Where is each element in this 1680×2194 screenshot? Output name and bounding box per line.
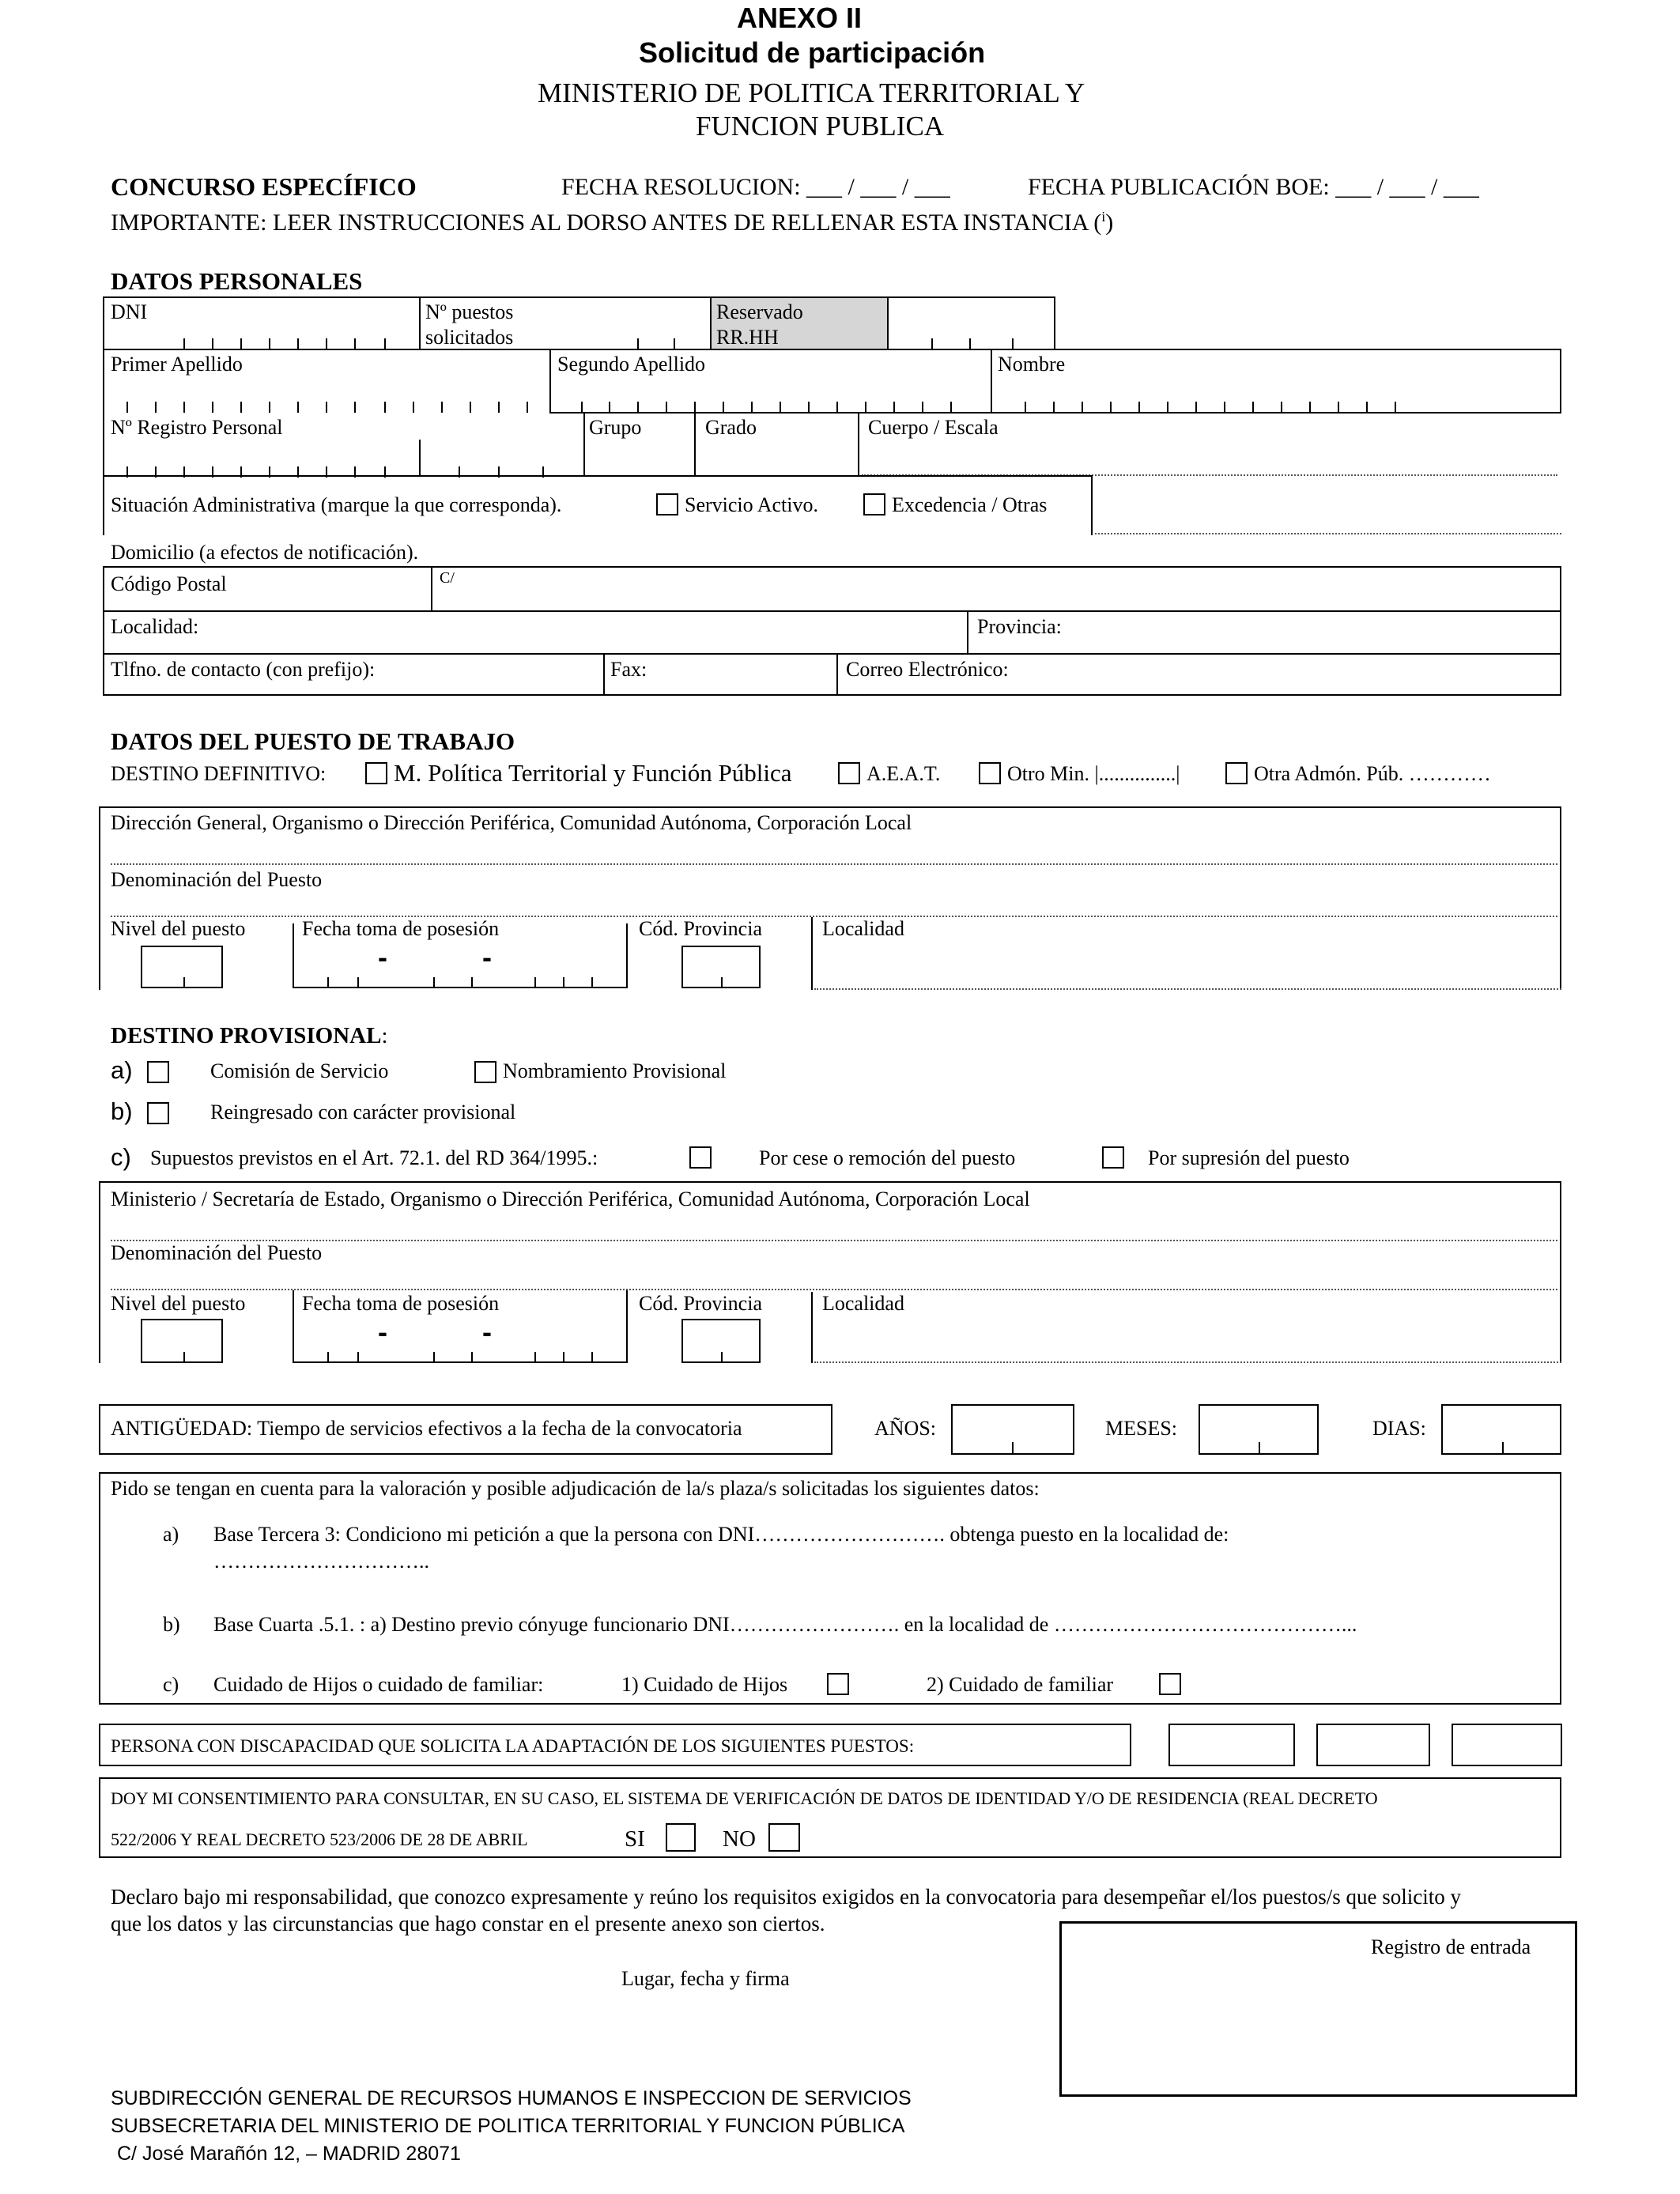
other-admin-option-label: Otra Admón. Púb. …………: [1254, 762, 1491, 785]
days-input[interactable]: [1441, 1404, 1561, 1455]
request-c-text: Cuidado de Hijos o cuidado de familiar:: [213, 1673, 544, 1696]
consent-line1: DOY MI CONSENTIMIENTO PARA CONSULTAR, EN SU CASO, EL SISTEMA DE VERIFICACIÓN DE DATOS DE IDENTIDAD Y/O DE RESIDENCIA (REAL DECRETO: [111, 1788, 1378, 1808]
reserved-label-2: RR.HH: [716, 326, 779, 349]
directorate-label: Dirección General, Organismo o Dirección Periférica, Comunidad Autónoma, Corporación Local: [111, 811, 912, 834]
locality-label: Localidad:: [111, 615, 199, 638]
provisional-locality-label: Localidad: [822, 1292, 904, 1315]
ministry-option-label: M. Política Territorial y Función Pública: [394, 759, 792, 787]
provisional-start-date-input[interactable]: [293, 1290, 628, 1363]
ministry-line2: FUNCION PUBLICA: [696, 111, 945, 142]
footer-line2: SUBSECRETARIA DEL MINISTERIO DE POLITICA TERRITORIAL Y FUNCION PÚBLICA: [111, 2115, 905, 2137]
days-label: DIAS:: [1372, 1417, 1426, 1440]
other-ministry-option-label: Otro Min. |...............|: [1007, 762, 1180, 785]
disability-input-3[interactable]: [1452, 1724, 1562, 1766]
province-label: Provincia:: [977, 615, 1062, 638]
locality-job-label: Localidad: [822, 917, 904, 940]
level-label: Nivel del puesto: [111, 917, 246, 940]
provisional-start-date-label: Fecha toma de posesión: [302, 1292, 500, 1315]
removal-label: Por cese o remoción del puesto: [759, 1146, 1016, 1169]
cases-checkbox[interactable]: [689, 1146, 712, 1169]
reinstated-label: Reingresado con carácter provisional: [210, 1101, 516, 1123]
request-b-label: b): [163, 1613, 180, 1636]
provisional-denomination-label: Denominación del Puesto: [111, 1241, 323, 1264]
resolution-date: FECHA RESOLUCION: ___ / ___ / ___: [561, 174, 950, 200]
phone-label: Tlfno. de contacto (con prefijo):: [111, 658, 376, 681]
grade-label: Grado: [705, 416, 757, 439]
consent-yes-checkbox[interactable]: [666, 1823, 696, 1852]
email-label: Correo Electrónico:: [846, 658, 1009, 681]
address-note: Domicilio (a efectos de notificación).: [111, 541, 419, 564]
provisional-level-label: Nivel del puesto: [111, 1292, 246, 1315]
job-section-title: DATOS DEL PUESTO DE TRABAJO: [111, 727, 515, 755]
children-care-label: 1) Cuidado de Hijos: [621, 1673, 788, 1696]
provisional-appointment-checkbox[interactable]: [474, 1061, 496, 1083]
commission-label: Comisión de Servicio: [210, 1059, 389, 1082]
definitive-label: DESTINO DEFINITIVO:: [111, 762, 327, 785]
admin-situation-label: Situación Administrativa (marque la que corresponda).: [111, 493, 562, 516]
name-label: Nombre: [998, 353, 1066, 376]
ministry-checkbox[interactable]: [365, 762, 387, 784]
provisional-title-colon: :: [381, 1023, 388, 1048]
important-note-marker: i: [1101, 209, 1106, 225]
footer-line3: C/ José Marañón 12, – MADRID 28071: [117, 2143, 461, 2165]
family-care-label: 2) Cuidado de familiar: [927, 1673, 1114, 1696]
dni-label: DNI: [111, 300, 148, 323]
family-care-checkbox[interactable]: [1159, 1673, 1181, 1695]
registry-label: Nº Registro Personal: [111, 416, 283, 439]
option-c-label: c): [111, 1143, 131, 1171]
provisional-province-code-label: Cód. Provincia: [639, 1292, 762, 1315]
request-a-text2: …………………………..: [213, 1550, 429, 1573]
second-surname-label: Segundo Apellido: [557, 353, 706, 376]
request-c-label: c): [163, 1673, 179, 1696]
corps-label: Cuerpo / Escala: [868, 416, 999, 439]
declaration-line1: Declaro bajo mi responsabilidad, que conozco expresamente y reúno los requisitos exigidos en la convocatoria para desempeñar el/los puestos/s que solicito y: [111, 1885, 1462, 1909]
province-code-label: Cód. Provincia: [639, 917, 762, 940]
date-dash-1: -: [378, 941, 387, 973]
important-notice: [111, 209, 1113, 236]
provisional-ministry-label: Ministerio / Secretaría de Estado, Organismo o Dirección Periférica, Comunidad Autónoma, Corporación Local: [111, 1188, 1030, 1210]
other-admin-checkbox[interactable]: [1225, 762, 1248, 784]
leave-other-checkbox[interactable]: [863, 493, 885, 515]
provisional-section-title: [111, 1023, 388, 1049]
aeat-checkbox[interactable]: [838, 762, 860, 784]
other-ministry-checkbox[interactable]: [979, 762, 1001, 784]
consent-no-checkbox[interactable]: [768, 1823, 800, 1852]
ministry-line1: MINISTERIO DE POLITICA TERRITORIAL Y: [538, 77, 1085, 108]
disability-label: PERSONA CON DISCAPACIDAD QUE SOLICITA LA ADAPTACIÓN DE LOS SIGUIENTES PUESTOS:: [111, 1736, 915, 1756]
aeat-option-label: A.E.A.T.: [866, 762, 941, 785]
consent-line2: 522/2006 Y REAL DECRETO 523/2006 DE 28 DE ABRIL: [111, 1830, 528, 1849]
disability-input-2[interactable]: [1316, 1724, 1430, 1766]
provisional-date-dash-1: -: [378, 1316, 387, 1348]
form-title: Solicitud de participación: [639, 36, 986, 69]
provisional-title-text: DESTINO PROVISIONAL: [111, 1023, 382, 1048]
cases-label: Supuestos previstos en el Art. 72.1. del RD 364/1995.:: [150, 1146, 598, 1169]
consent-no-label: NO: [723, 1826, 756, 1852]
fax-label: Fax:: [610, 658, 647, 681]
reinstated-checkbox[interactable]: [147, 1102, 169, 1124]
first-surname-label: Primer Apellido: [111, 353, 243, 376]
declaration-line2: que los datos y las circunstancias que hago constar en el presente anexo son ciertos.: [111, 1912, 825, 1935]
level-input[interactable]: [141, 946, 223, 988]
request-b-text: Base Cuarta .5.1. : a) Destino previo cónyuge funcionario DNI……………………. en la localidad de ……………………………………...: [213, 1613, 1357, 1636]
provisional-appointment-label: Nombramiento Provisional: [503, 1059, 727, 1082]
denomination-label: Denominación del Puesto: [111, 868, 323, 891]
disability-input-1[interactable]: [1168, 1724, 1295, 1766]
provisional-level-input[interactable]: [141, 1319, 223, 1363]
boe-date: FECHA PUBLICACIÓN BOE: ___ / ___ / ___: [1028, 174, 1479, 200]
important-close: ): [1105, 210, 1114, 236]
date-dash-2: -: [482, 941, 492, 973]
months-label: MESES:: [1105, 1417, 1178, 1440]
positions-label-1: Nº puestos: [425, 300, 514, 323]
entry-registry-label: Registro de entrada: [1371, 1935, 1531, 1958]
seniority-label: ANTIGÜEDAD: Tiempo de servicios efectivos a la fecha de la convocatoria: [111, 1417, 742, 1440]
personal-section-title: DATOS PERSONALES: [111, 267, 363, 295]
suppression-label: Por supresión del puesto: [1148, 1146, 1350, 1169]
leave-other-label: Excedencia / Otras: [892, 493, 1048, 516]
consent-yes-label: SI: [625, 1826, 645, 1852]
option-a-label: a): [111, 1056, 133, 1084]
request-box: [99, 1472, 1561, 1705]
important-text: IMPORTANTE: LEER INSTRUCCIONES AL DORSO ANTES DE RELLENAR ESTA INSTANCIA (: [111, 210, 1102, 236]
option-b-label: b): [111, 1097, 133, 1125]
contest-type: CONCURSO ESPECÍFICO: [111, 172, 417, 201]
children-care-checkbox[interactable]: [827, 1673, 849, 1695]
start-date-label: Fecha toma de posesión: [302, 917, 500, 940]
place-date-signature: Lugar, fecha y firma: [621, 1967, 790, 1990]
positions-label-2: solicitados: [425, 326, 514, 349]
footer-line1: SUBDIRECCIÓN GENERAL DE RECURSOS HUMANOS E INSPECCION DE SERVICIOS: [111, 2087, 912, 2109]
start-date-input[interactable]: [293, 923, 628, 988]
request-a-text: Base Tercera 3: Condiciono mi petición a que la persona con DNI………………………. obtenga puesto en la localidad de:: [213, 1523, 1229, 1546]
group-label: Grupo: [589, 416, 642, 439]
active-service-checkbox[interactable]: [656, 493, 678, 515]
request-intro: Pido se tengan en cuenta para la valoración y posible adjudicación de la/s plaza/s solicitadas los siguientes datos:: [111, 1477, 1040, 1500]
annex-title: ANEXO II: [737, 2, 863, 34]
street-label: C/: [440, 569, 455, 587]
provisional-date-dash-2: -: [482, 1316, 492, 1348]
removal-checkbox[interactable]: [1102, 1146, 1124, 1169]
request-a-label: a): [163, 1523, 179, 1546]
postal-code-label: Código Postal: [111, 572, 227, 595]
commission-checkbox[interactable]: [147, 1061, 169, 1083]
active-service-label: Servicio Activo.: [685, 493, 818, 516]
years-label: AÑOS:: [874, 1417, 937, 1440]
reserved-label-1: Reservado: [716, 300, 803, 323]
